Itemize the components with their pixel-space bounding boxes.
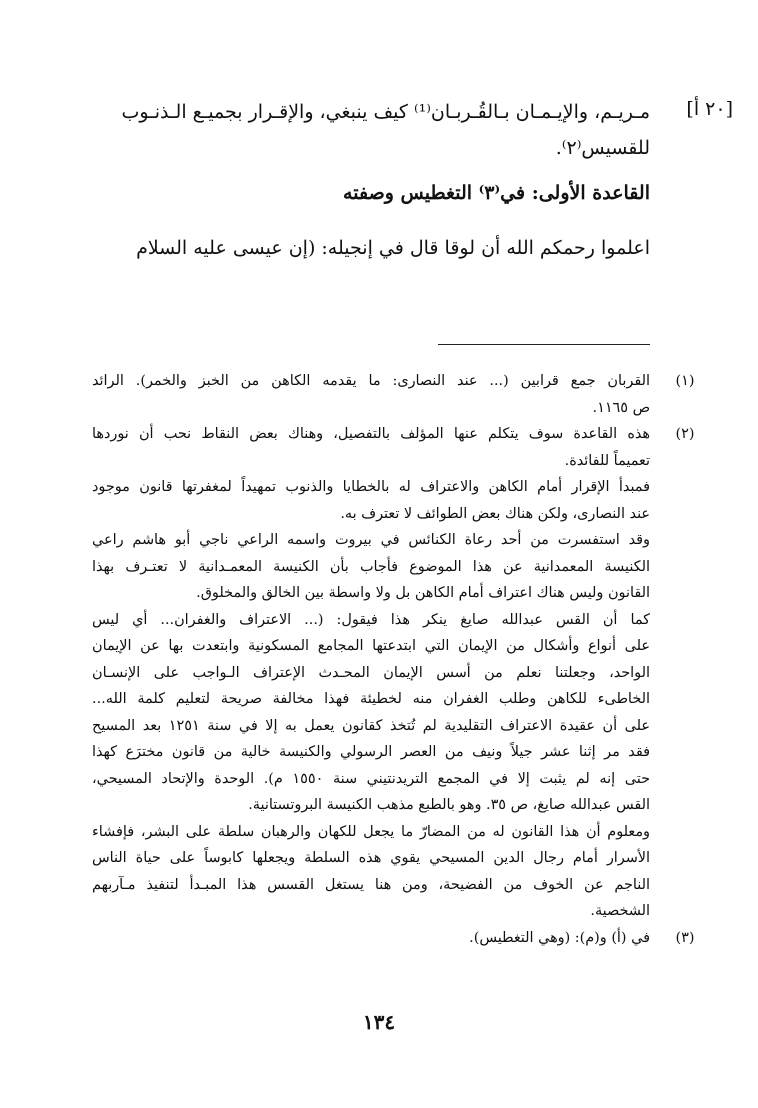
footnote-line: القس عبدالله صايغ، ص ٣٥. وهو بالطبع مذهب الكنيسة البروتستانية. [248, 797, 650, 813]
footnote-line: وقد استفسرت من أحد رعاة الكنائس في بيروت واسمه الراعي ناجي أبو هاشم راعي [92, 532, 650, 548]
footnote-line: كما أن القس عبدالله صايغ ينكر هذا فيقول: (... الاعتراف والغفران... أي ليس [92, 611, 650, 628]
footnote-line: فمبدأ الإقرار أمام الكاهن والاعتراف له بالخطايا والذنوب تمهيداً لمغفرتها قانون موجود [92, 479, 650, 495]
footnote-line: الشخصية. [590, 903, 650, 919]
footnote-line: على أن عقيدة الاعتراف التقليدية لم تُتخذ كقانون يعمل به إلا في سنة ١٢٥١ بعد المسيح [92, 717, 650, 734]
footnote-2 [92, 421, 695, 925]
folio-marker: [٢٠ أ] [686, 98, 733, 120]
footnote-line: الأسرار أمام رجال الدين المسيحي يقوي هذه السلطة ويجعلها كابوساً على حياة الناس [92, 850, 650, 866]
footnote-line: الناجم عن الخوف من الفضيحة، ومن هنا يستغل القسس هذا المبـدأ لتنفيذ مـآربهم [92, 876, 650, 893]
footnote-line: الكنيسة المعمدانية عن هذا الموضوع فأجاب بأن الكنيسة المعمـدانية لا تعتـرف بهذا [92, 558, 650, 575]
section-heading: القاعدة الأولى: في⁽٣⁾ التغطيس وصفته [343, 182, 650, 204]
footnote-number: (٢) [675, 426, 695, 442]
footnote-line: تعميماً للفائدة. [564, 452, 650, 469]
main-line: للقسيس⁽٢⁾. [555, 137, 650, 159]
footnote-line: ص ١١٦٥. [592, 399, 650, 416]
main-paragraph [88, 94, 650, 166]
page-number: ١٣٤ [362, 1010, 396, 1034]
footnote-number: (١) [675, 373, 695, 389]
footnote-1 [92, 368, 695, 421]
footnote-line: عند النصارى، ولكن هناك بعض الطوائف لا تعترف به. [340, 505, 650, 522]
footnote-line: حتى إنه لم يثبت إلا في المجمع التريدنتيني سنة ١٥٥٠ م). الوحدة والإتحاد المسيحي، [92, 770, 650, 787]
footnote-line: على أنواع وأشكال من الإيمان التي ابتدعتها المجامع المسكونية وابتعدت بها عن الإيمان [92, 638, 650, 654]
footnote-line: فقد مر إثنا عشر جيلاً ونيف من العصر الرسولي والكنيسة خالية من قانون مخترَع كهذا [92, 744, 650, 760]
footnote-number: (٣) [675, 929, 695, 946]
main-line: مـريـم، والإيـمـان بـالقُـربـان⁽¹⁾ كيف ينبغي، والإقـرار بجميـع الـذنـوب [121, 101, 650, 123]
footnote-line: الواحد، وجعلتنا نعلم من أسس الإيمان المحـدث الإعتراف الـواجب على الإنسـان [92, 664, 650, 681]
footnote-line: القانون وليس هناك اعتراف أمام الكاهن بل ولا واسطة بين الخالق والمخلوق. [196, 585, 650, 601]
footnotes [92, 368, 695, 951]
footnote-line: في (أ) و(م): (وهي التغطيس). [469, 929, 650, 946]
footnote-line: القربان جمع قرابين (... عند النصارى: ما يقدمه الكاهن من الخبز والخمر). الرائد [92, 373, 650, 389]
footnote-line: الخاطىء للكاهن وطلب الغفران منه لخطيئة فهذا مخالفة صريحة لتعليم كلمة الله... [92, 691, 650, 707]
footnote-line: ومعلوم أن هذا القانون له من المضارّ ما يجعل للكهان والرهبان سلطة على البشر، فإفشاء [92, 823, 650, 840]
footnote-line: هذه القاعدة سوف يتكلم عنها المؤلف بالتفصيل، وهناك بعض النقاط نحب أن نوردها [92, 426, 650, 442]
quote-line: اعلموا رحمكم الله أن لوقا قال في إنجيله: (إن عيسى عليه السلام [136, 237, 650, 259]
footnote-separator [438, 344, 650, 345]
footnote-3 [92, 925, 695, 952]
